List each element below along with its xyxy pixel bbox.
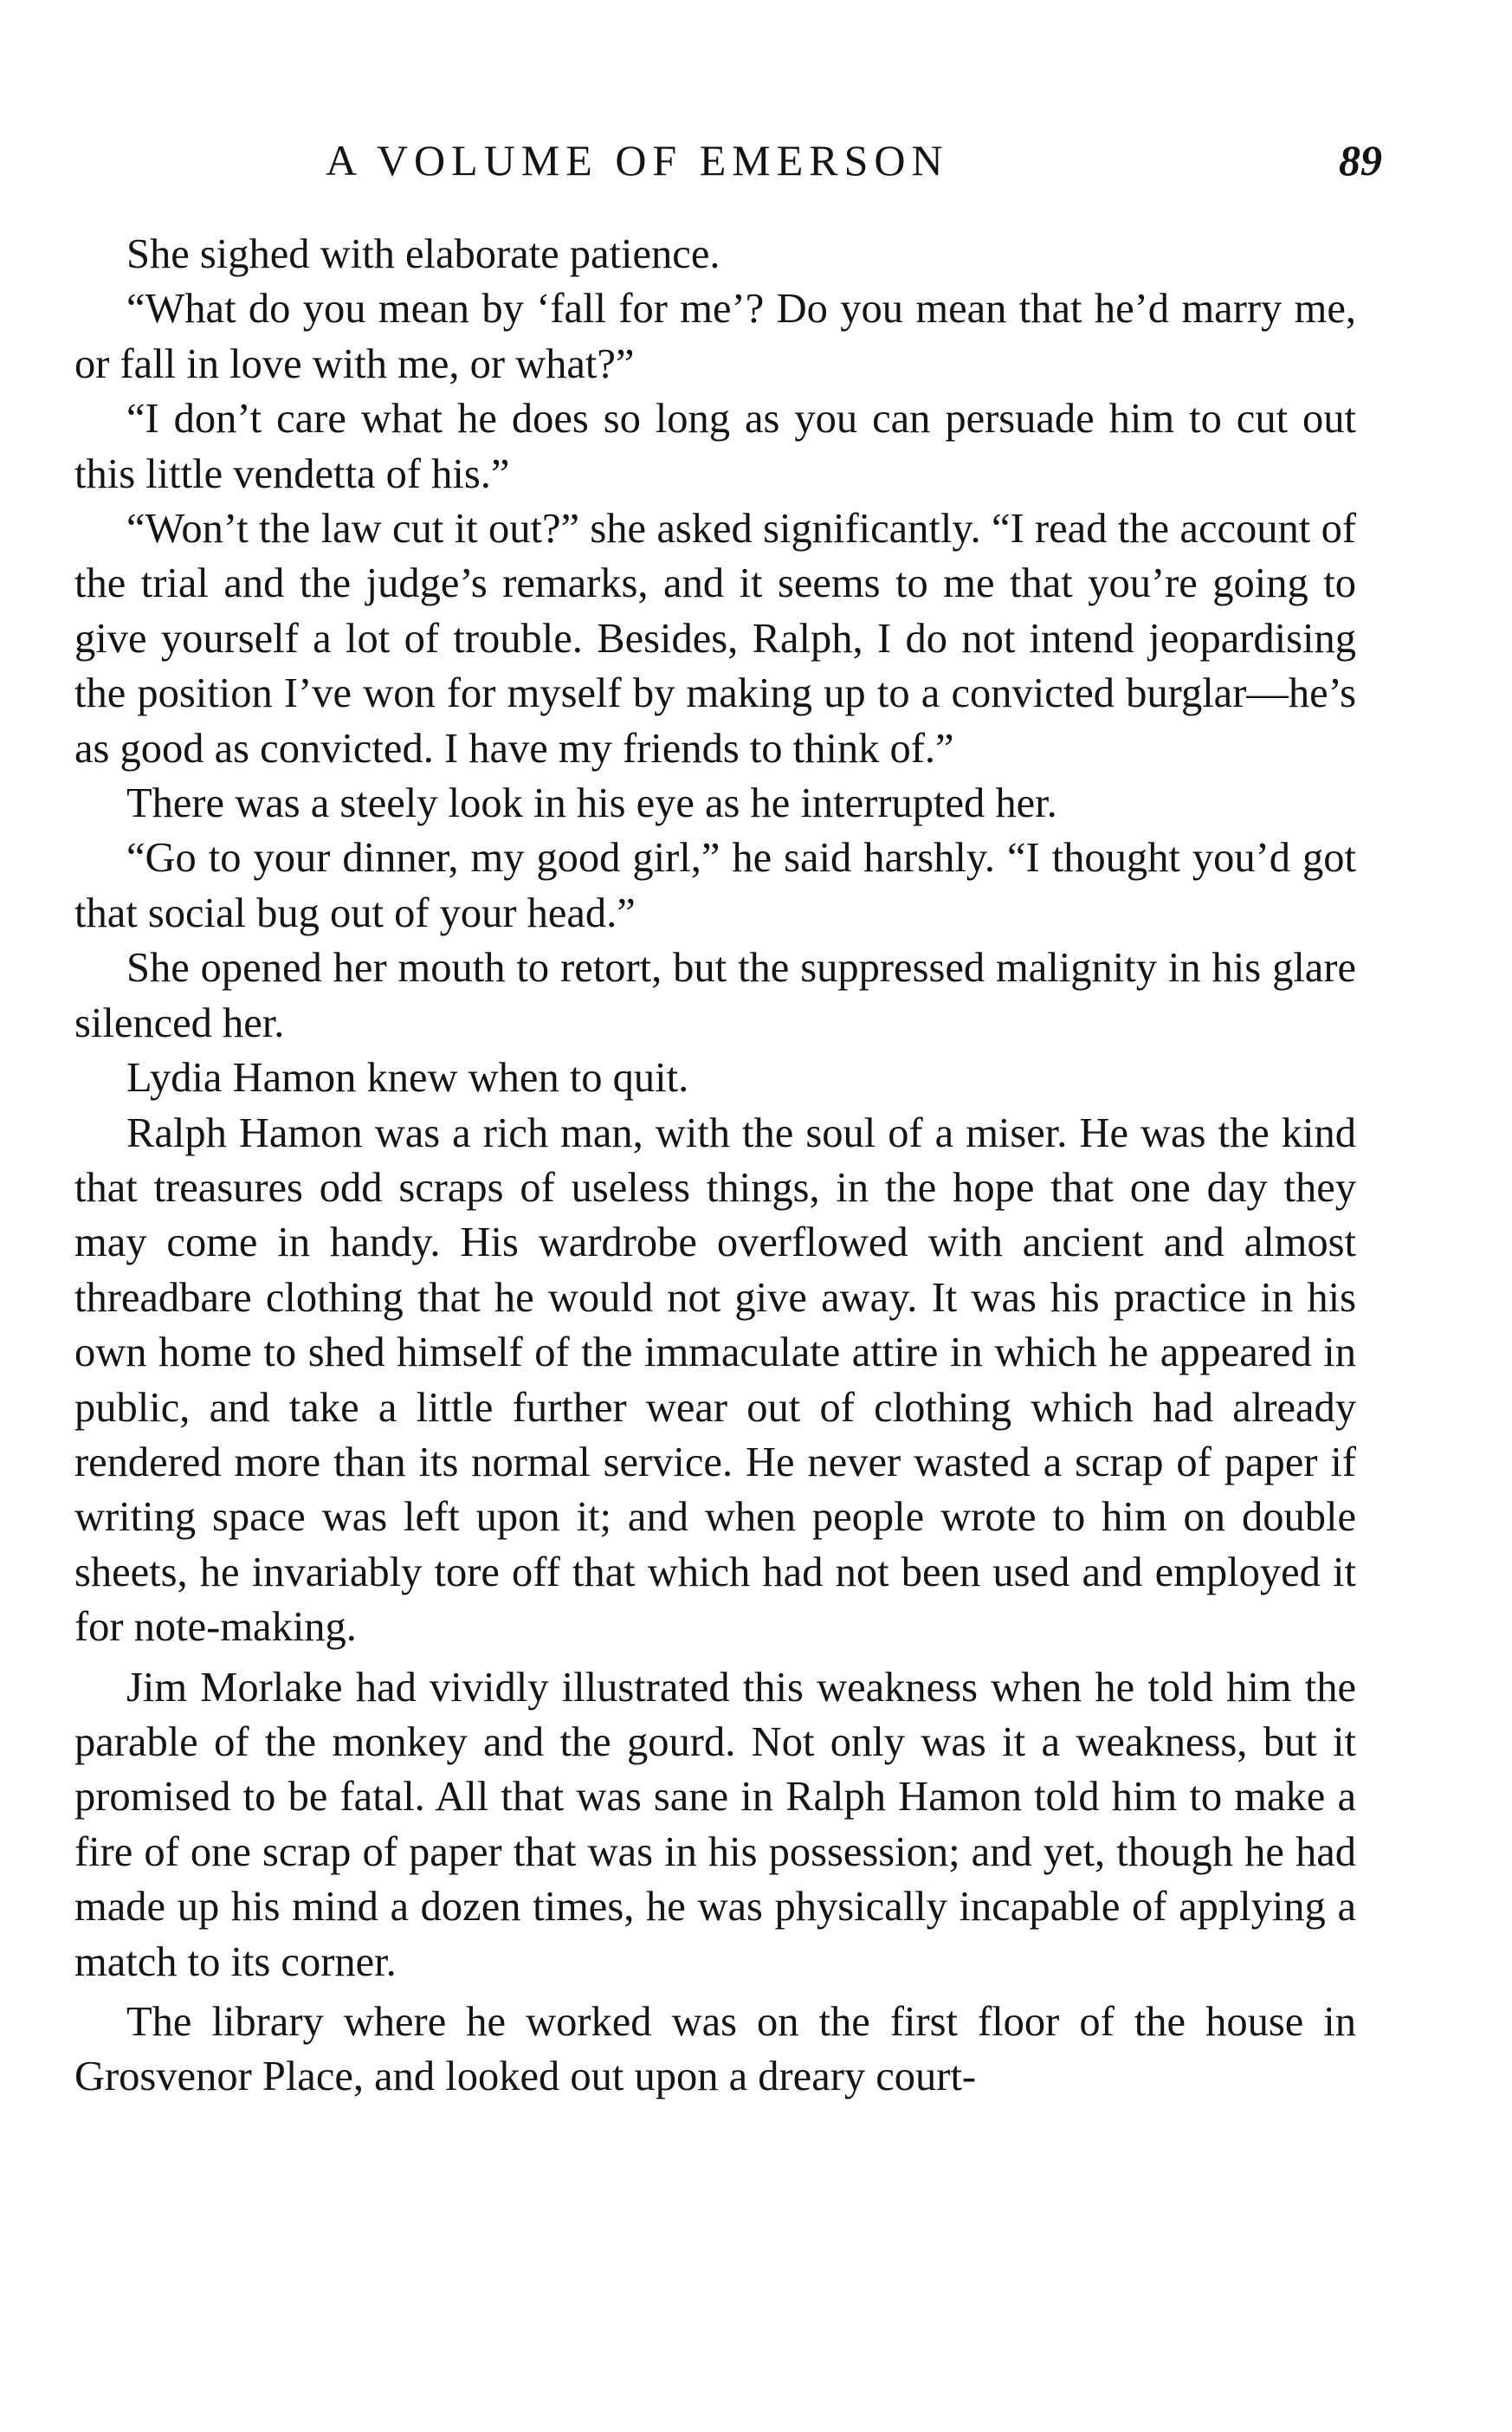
paragraph: Lydia Hamon knew when to quit. — [126, 1055, 689, 1102]
paragraph: “I don’t care what he does so long as you can persuade him to cut out this little vendetta of his.” — [74, 396, 1356, 497]
paragraph: “What do you mean by ‘fall for me’? Do you mean that he’d marry me, or fall in love with me, or what?” — [74, 286, 1356, 387]
paragraph: There was a steely look in his eye as he interrupted her. — [126, 780, 1057, 827]
paragraph: Jim Morlake had vividly illustrated this weakness when he told him the parable of the monkey and the gourd. Not only was it a weakness, but it promised to be fatal. All that was sane in Ralph Hamon told him to make a fire of one scrap of paper that was in his possession; and yet, though he had made up his mind a dozen times, he was physically incapable of applying a match to its corner. — [74, 1664, 1356, 1985]
body-text — [74, 227, 1356, 2105]
paragraph: She sighed with elaborate patience. — [126, 231, 720, 277]
paragraph: Ralph Hamon was a rich man, with the soul of a miser. He was the kind that treasures odd scraps of useless things, in the hope that one day they may come in handy. His wardrobe overflowed with ancient and almost threadbare clothing that he would not give away. It was his practice in his own home to shed himself of the immaculate attire in which he appeared in public, and take a little further wear out of clothing which had already rendered more than its normal service. He never wasted a scrap of paper if writing space was left upon it; and when people wrote to him on double sheets, he invariably tore off that which had not been used and employed it for note-making. — [74, 1109, 1356, 1651]
running-head: A VOLUME OF EMERSON — [326, 136, 949, 184]
paragraph: She opened her mouth to retort, but the suppressed malignity in his glare silenced her. — [74, 945, 1356, 1046]
paragraph: “Won’t the law cut it out?” she asked significantly. “I read the account of the trial and the judge’s remarks, and it seems to me that you’re going to give yourself a lot of trouble. Besides, Ralph, I do not intend jeopardising the position I’ve won for myself by making up to a convicted burglar—he’s as good as convicted. I have my friends to think of.” — [74, 506, 1356, 772]
paragraph: The library where he worked was on the first floor of the house in Grosvenor Place, and looked out upon a dreary court- — [74, 1999, 1356, 2100]
paragraph: “Go to your dinner, my good girl,” he said harshly. “I thought you’d got that social bug out of your head.” — [74, 835, 1356, 936]
page-number: 89 — [1339, 136, 1382, 184]
page-header — [74, 130, 1382, 191]
